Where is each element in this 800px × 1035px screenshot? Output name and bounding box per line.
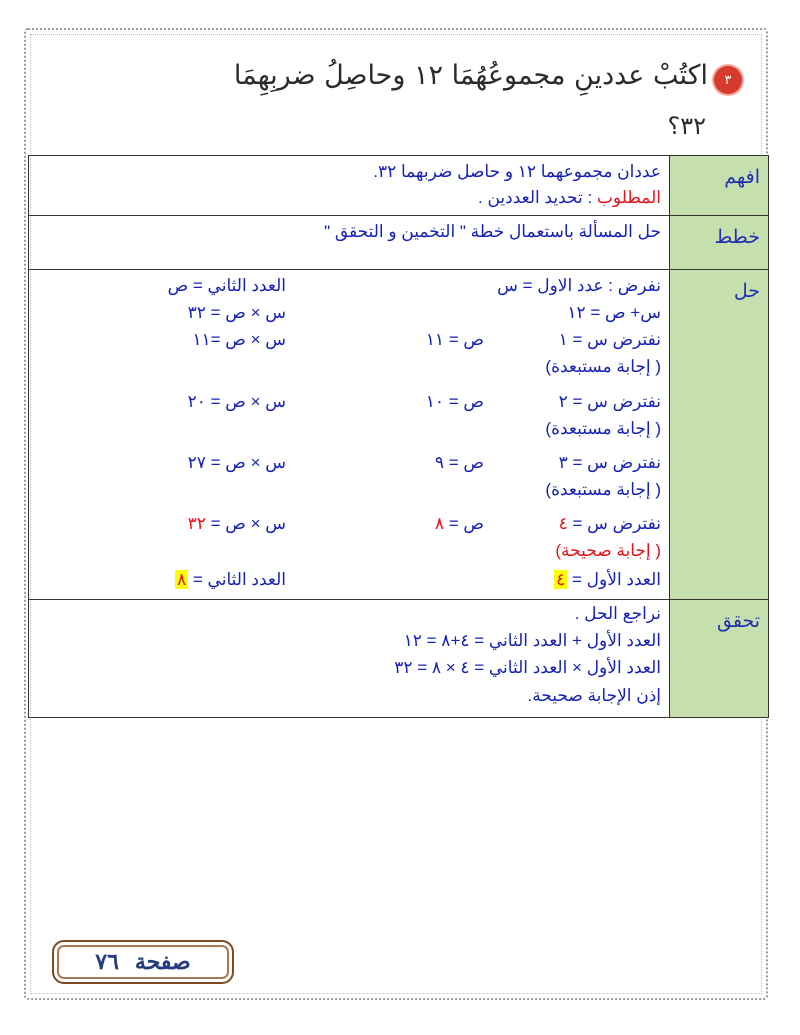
label-check: تحقق bbox=[670, 600, 769, 718]
product-equation: س × ص = ٣٢ bbox=[187, 303, 286, 322]
trial-4-x bbox=[559, 514, 661, 534]
required-label: المطلوب bbox=[596, 188, 661, 207]
trial-2-product: س × ص = ٢٠ bbox=[187, 392, 286, 411]
trial-4-note: ( إجابة صحيحة) bbox=[555, 541, 661, 560]
trial-4-x-value: ٤ bbox=[558, 514, 568, 533]
trial-1-product: س × ص =١١ bbox=[192, 330, 286, 349]
page-number-badge bbox=[52, 940, 234, 984]
trial-3-product: س × ص = ٢٧ bbox=[187, 453, 286, 472]
label-understand: افهم bbox=[670, 156, 769, 216]
understand-line2 bbox=[478, 188, 661, 208]
plan-text: حل المسألة باستعمال خطة " التخمين و التحقق " bbox=[324, 222, 661, 241]
check-line4: إذن الإجابة صحيحة. bbox=[527, 686, 661, 705]
label-solve: حل bbox=[670, 270, 769, 600]
trial-4-y bbox=[435, 514, 484, 534]
first-number-label: العدد الأول = bbox=[567, 570, 661, 589]
content-plan bbox=[29, 216, 670, 270]
trial-4-product-prefix: س × ص = bbox=[205, 514, 286, 533]
solution-table bbox=[28, 155, 769, 718]
question-text-line2: ٣٢؟ bbox=[667, 112, 706, 140]
trial-4-x-prefix: نفترض س = bbox=[567, 514, 661, 533]
second-number-value: ٨ bbox=[177, 570, 187, 589]
trial-2-y: ص = ١٠ bbox=[425, 392, 484, 411]
trial-3-note: ( إجابة مستبعدة) bbox=[545, 480, 661, 499]
sum-equation: س+ ص = ١٢ bbox=[567, 303, 661, 322]
trial-4-product bbox=[188, 514, 286, 534]
assume-first: نفرض : عدد الاول = س bbox=[497, 276, 661, 295]
second-number-answer bbox=[175, 570, 286, 590]
check-line3: العدد الأول × العدد الثاني = ٤ × ٨ = ٣٢ bbox=[394, 658, 661, 677]
trial-1-y: ص = ١١ bbox=[425, 330, 484, 349]
content-understand bbox=[29, 156, 670, 216]
check-line2: العدد الأول + العدد الثاني = ٤+٨ = ١٢ bbox=[403, 631, 661, 650]
second-number-label: العدد الثاني = bbox=[188, 570, 286, 589]
row-plan bbox=[29, 216, 769, 270]
page-number: ٧٦ bbox=[95, 949, 119, 975]
first-number-value: ٤ bbox=[556, 570, 566, 589]
trial-3-y: ص = ٩ bbox=[434, 453, 484, 472]
trial-4-y-prefix: ص = bbox=[444, 514, 484, 533]
question-number-badge: ٣ bbox=[714, 66, 742, 94]
content-check bbox=[29, 600, 670, 718]
trial-2-note: ( إجابة مستبعدة) bbox=[545, 419, 661, 438]
trial-4-y-value: ٨ bbox=[434, 514, 445, 533]
first-number-answer bbox=[554, 570, 661, 590]
check-line1: نراجع الحل . bbox=[574, 604, 661, 623]
trial-1-x: نفترض س = ١ bbox=[558, 330, 661, 349]
row-check bbox=[29, 600, 769, 718]
required-text: : تحديد العددين . bbox=[478, 188, 597, 207]
label-plan: خطط bbox=[670, 216, 769, 270]
page-word: صفحة bbox=[134, 949, 191, 975]
understand-line1: عددان مجموعهما ١٢ و حاصل ضربهما ٣٢. bbox=[373, 162, 661, 181]
row-solve bbox=[29, 270, 769, 600]
content-solve bbox=[29, 270, 670, 600]
trial-1-note: ( إجابة مستبعدة) bbox=[545, 357, 661, 376]
row-understand bbox=[29, 156, 769, 216]
trial-4-product-value: ٣٢ bbox=[187, 514, 206, 533]
trial-3-x: نفترض س = ٣ bbox=[558, 453, 661, 472]
assume-second: العدد الثاني = ص bbox=[167, 276, 286, 295]
trial-2-x: نفترض س = ٢ bbox=[558, 392, 661, 411]
question-text-line1: اكتُبْ عددينِ مجموعُهُمَا ١٢ وحاصِلُ ضربِهِمَا bbox=[233, 60, 708, 91]
